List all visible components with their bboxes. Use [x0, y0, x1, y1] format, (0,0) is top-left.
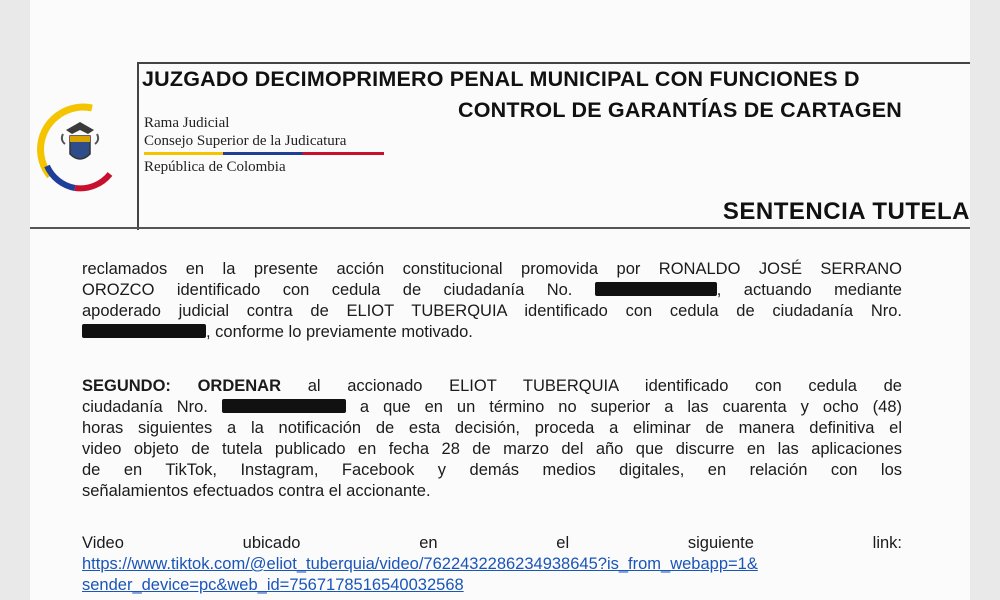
text-word: en	[419, 534, 438, 552]
text-line: de en TikTok, Instagram, Facebook y demás medios digitales, en relación con los	[82, 461, 902, 479]
paragraph-second	[82, 376, 902, 502]
rama-judicial-label: Rama Judicial	[144, 115, 230, 131]
text-line	[82, 554, 902, 575]
text-fragment: OROZCO identificado con cedula de ciudadanía No.	[82, 281, 573, 299]
text-line	[82, 533, 902, 554]
text-fragment: a que en un término no superior a las cuarenta y ocho (48)	[359, 398, 903, 416]
header-left-rule	[137, 62, 139, 230]
text-line: apoderado judicial contra de ELIOT TUBERQUIA identificado con cedula de ciudadanía Nro.	[82, 302, 902, 320]
text-line	[82, 280, 902, 301]
paragraph-video-link	[82, 533, 902, 596]
flag-color-rule	[144, 152, 384, 155]
text-word: ubicado	[242, 534, 301, 552]
institution-block	[144, 114, 346, 150]
header-top-rule	[137, 62, 970, 64]
paragraph-first	[82, 259, 902, 343]
tiktok-video-link-continued[interactable]: sender_device=pc&web_id=7567178516540032568	[82, 576, 464, 594]
text-line	[82, 575, 902, 596]
text-line: video objeto de tutela publicado en fecha 28 de marzo del año que discurre en las aplicaciones	[82, 440, 902, 458]
text-line: horas siguientes a la notificación de esta decisión, proceda a eliminar de manera definitiva el	[82, 419, 902, 437]
republica-label: República de Colombia	[144, 159, 286, 175]
text-word: siguiente	[687, 534, 754, 552]
text-line: reclamados en la presente acción constitucional promovida por RONALDO JOSÉ SERRANO	[82, 260, 902, 278]
redacted-id-number	[82, 324, 206, 338]
text-fragment: , conforme lo previamente motivado.	[206, 323, 473, 341]
court-name-line-2: CONTROL DE GARANTÍAS DE CARTAGEN	[458, 98, 902, 122]
text-word: link:	[872, 534, 902, 552]
court-name-line-1: JUZGADO DECIMOPRIMERO PENAL MUNICIPAL CON FUNCIONES D	[142, 67, 860, 91]
document-type-title: SENTENCIA TUTELA	[722, 198, 970, 225]
ordering-clause-lead: SEGUNDO: ORDENAR	[82, 377, 282, 395]
consejo-label: Consejo Superior de la Judicatura	[144, 133, 347, 149]
text-fragment: , actuando mediante	[716, 281, 902, 299]
text-word: el	[556, 534, 570, 552]
redacted-id-number	[222, 399, 346, 413]
text-line	[82, 322, 902, 343]
tiktok-video-link[interactable]: https://www.tiktok.com/@eliot_tuberquia/video/7622432286234938645?is_from_webapp=1&	[82, 555, 758, 573]
header-bottom-rule	[30, 227, 970, 229]
text-word: Video	[82, 534, 124, 552]
text-fragment: ciudadanía Nro.	[82, 398, 208, 416]
text-line: señalamientos efectuados contra el accionante.	[82, 482, 431, 500]
text-line	[82, 397, 902, 418]
text-line	[82, 376, 902, 397]
redacted-id-number	[595, 282, 717, 296]
coat-of-arms-icon	[30, 96, 130, 196]
text-fragment: al accionado ELIOT TUBERQUIA identificado con cedula de	[307, 377, 902, 395]
